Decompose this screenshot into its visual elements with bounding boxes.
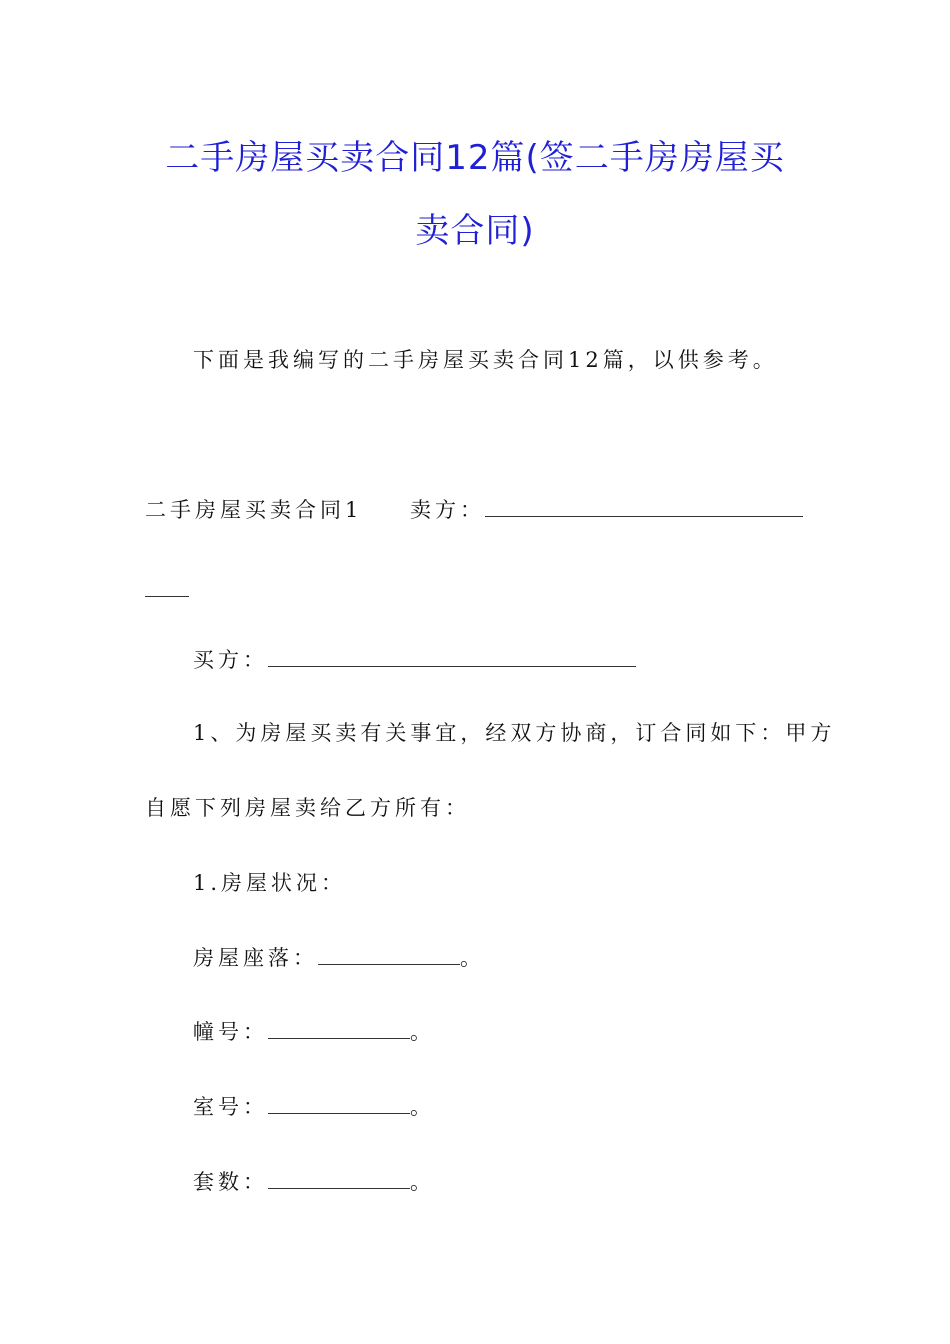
document-title-line1: 二手房屋买卖合同12篇(签二手房房屋买 bbox=[165, 138, 785, 178]
building-blank bbox=[268, 1018, 410, 1039]
units-label: 套数： bbox=[193, 1170, 268, 1194]
buyer-blank bbox=[268, 646, 636, 667]
units-row bbox=[193, 1167, 435, 1197]
buyer-label: 买方： bbox=[193, 648, 268, 672]
intro-paragraph: 下面是我编写的二手房屋买卖合同12篇，以供参考。 bbox=[193, 348, 778, 372]
section-title: 二手房屋买卖合同1 bbox=[145, 498, 363, 522]
location-period: 。 bbox=[460, 946, 485, 970]
seller-row bbox=[410, 495, 803, 525]
room-label: 室号： bbox=[193, 1095, 268, 1119]
room-period: 。 bbox=[410, 1095, 435, 1119]
seller-blank-continued bbox=[145, 575, 189, 605]
item-house-status: 1.房屋状况： bbox=[193, 871, 347, 895]
location-row bbox=[193, 943, 485, 973]
building-row bbox=[193, 1017, 435, 1047]
units-blank bbox=[268, 1168, 410, 1189]
room-row bbox=[193, 1092, 435, 1122]
building-period: 。 bbox=[410, 1020, 435, 1044]
location-label: 房屋座落： bbox=[193, 946, 318, 970]
location-blank bbox=[318, 944, 460, 965]
room-blank bbox=[268, 1093, 410, 1114]
seller-blank bbox=[485, 496, 803, 517]
units-period: 。 bbox=[410, 1170, 435, 1194]
document-title-line2: 卖合同) bbox=[415, 211, 535, 251]
seller-blank-tail bbox=[145, 576, 189, 597]
building-label: 幢号： bbox=[193, 1020, 268, 1044]
clause1-line2: 自愿下列房屋卖给乙方所有： bbox=[145, 796, 470, 820]
seller-label: 卖方： bbox=[410, 498, 485, 522]
clause1-line1: 1、为房屋买卖有关事宜，经双方协商，订合同如下：甲方 bbox=[193, 721, 836, 745]
buyer-row bbox=[193, 645, 636, 675]
